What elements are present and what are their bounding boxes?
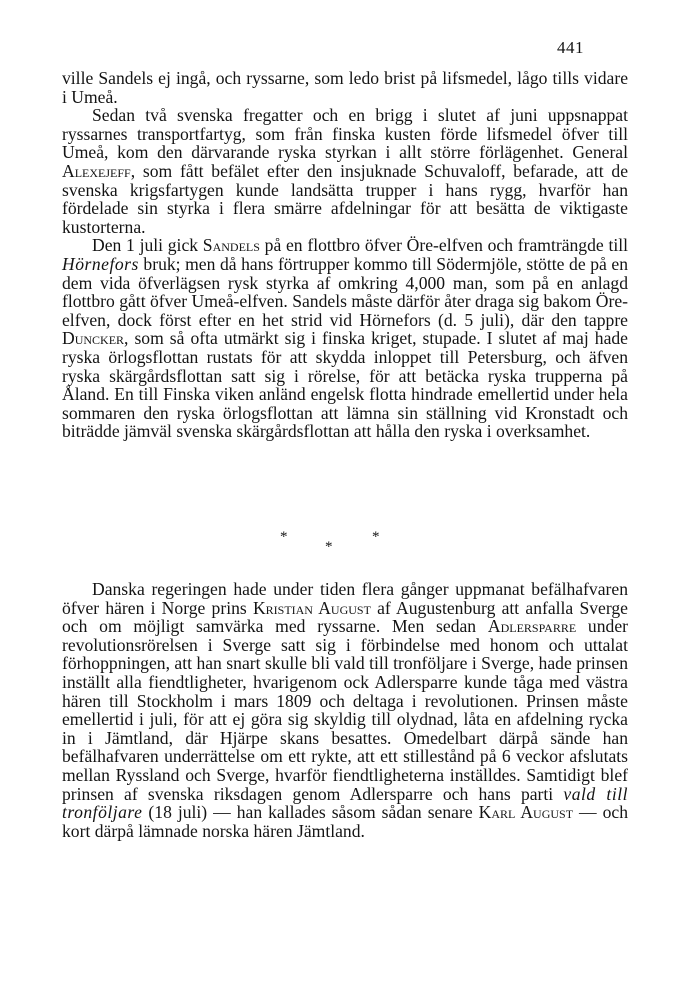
section-separator: [0, 525, 700, 555]
name-adlersparre: Adlersparre: [487, 616, 577, 637]
text-section-2: [62, 580, 628, 840]
paragraph-juli: [62, 236, 628, 441]
asterisk-3: *: [372, 529, 380, 545]
text-section-1: [62, 69, 628, 441]
place-hornefors: Hörnefors: [62, 253, 139, 274]
text-run: på en flottbro öfver Öre-elfven och framträngde till: [259, 235, 628, 256]
text-run: bruk; men då hans förtrupper kommo till Södermjöle, stötte de på en dem vida öfverlägsen rysk styrka af omkring 4,000 man, som på en anlagd flottbro gått öfver Umeå-elfven. Sandels måste därför åter draga sig bakom Öre-elfven, dock först efter en het strid vid Hörnefors (d. 5 juli), där den tappre: [62, 253, 628, 330]
paragraph-continuation: [62, 69, 628, 106]
text-run: ville Sandels ej ingå, och ryssarne, som ledo brist på lifsmedel, lågo tills vidare i Umeå.: [62, 68, 628, 107]
text-run: af Augustenburg att anfalla Sverge och om möjligt samvärka med ryssarne. Men sedan: [62, 597, 628, 637]
text-run: — och kort därpå lämnade norska hären Jämtland.: [62, 802, 628, 841]
text-run: under revolutionsrörelsen i Sverge satt sig i förbindelse med honom och uttalat förhoppningen, att han snart skulle bli vald till tronföljare i Sverge, hade prinsen inställt alla fiendtligheter, hvarigenom ock Adlersparre kunde tåga med västra hären till Stockholm i mars 1809 och deltaga i revolutionen. Prinsen måste emellertid i juli, för att ej göra sig skyldig till olydnad, låta en afdelning rycka in i Jämtland, där Hjärpe skans besattes. Omedelbart därpå sände han befälhafvaren underrättelse om ett rykte, att ett stillestånd på 6 veckor afslutats mellan Ryssland och Sverge, hvarför fiendtligheterna inställdes. Samtidigt blef prinsen af svenska riksdagen genom Adlersparre och hans parti: [62, 616, 628, 804]
asterisk-2: *: [325, 539, 333, 555]
name-alexejeff: Alexejeff: [62, 160, 131, 181]
text-run: (18 juli) — han kallades såsom sådan senare: [142, 802, 479, 823]
name-duncker: Duncker: [62, 328, 125, 349]
text-run: Danska regeringen hade under tiden flera gånger uppmanat befälhafvaren öfver hären i Norge prins: [62, 579, 628, 618]
paragraph-danska: [62, 580, 628, 840]
paragraph-fregatter: [62, 106, 628, 236]
text-run: , som fått befälet efter den insjuknade Schuvaloff, befarade, att de svenska krigsfartygen kunde landsätta trupper i hans rygg, hvarför han fördelade sin styrka i flera smärre afdelningar för att besätta de viktigaste kustorterna.: [62, 160, 628, 237]
name-karl-august: Karl August: [478, 802, 574, 823]
name-sandels: Sandels: [202, 235, 260, 256]
page-number: 441: [557, 38, 584, 57]
text-run: Sedan två svenska fregatter och en brigg i slutet af juni uppsnappat ryssarnes transportfartyg, som från finska kusten förde lifsmedel öfver till Umeå, kom den därvarande ryska styrkan i allt större förlägenhet. General: [62, 105, 628, 163]
name-kristian-august: Kristian August: [252, 597, 371, 618]
asterisk-1: *: [280, 529, 288, 545]
text-run: Den 1 juli gick: [92, 235, 203, 256]
text-run: , som så ofta utmärkt sig i finska kriget, stupade. I slutet af maj hade ryska örlogsflottan rustats för att skydda inloppet till Petersburg, och äfven ryska skärgårdsflottan satt sig i rörelse, för att betäcka ryska trupperna på Åland. En till Finska viken anländ engelsk flotta hindrade emellertid under hela sommaren den ryska örlogsflottan att lämna sin ställning vid Kronstadt och biträdde jämväl svenska skärgårdsflottan att hålla den ryska i overksamhet.: [62, 328, 628, 442]
emphasis-vald: vald till tronföljare: [62, 783, 628, 823]
